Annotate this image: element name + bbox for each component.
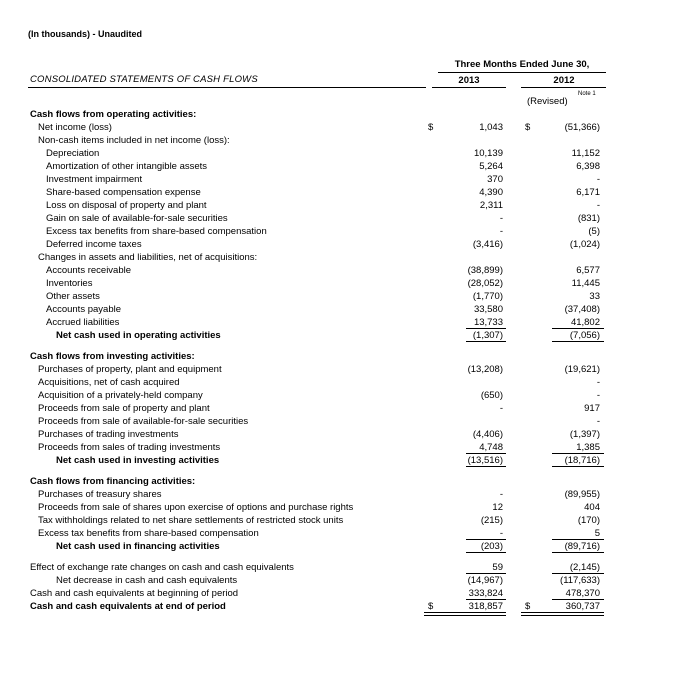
row-label: Accounts payable xyxy=(46,304,121,315)
row-label: Net decrease in cash and cash equivalents xyxy=(56,575,238,586)
value-2013: 2,311 xyxy=(479,200,503,211)
value-2013: 1,043 xyxy=(479,122,503,133)
value-2013: 333,824 xyxy=(468,588,503,599)
statement-title: CONSOLIDATED STATEMENTS OF CASH FLOWS xyxy=(30,74,258,85)
statement-row xyxy=(0,174,674,187)
row-label: Proceeds from sales of trading investments xyxy=(38,442,221,453)
row-label: Changes in assets and liabilities, net of acquisitions: xyxy=(38,252,258,263)
value-2013: 5,264 xyxy=(479,161,503,172)
value-2013: (215) xyxy=(480,515,503,526)
value-2012: (89,955) xyxy=(564,489,600,500)
value-2012: (37,408) xyxy=(564,304,600,315)
statement-row xyxy=(0,377,674,390)
value-2013: - xyxy=(499,403,503,414)
value-2013: (13,208) xyxy=(467,364,503,375)
statement-row xyxy=(0,109,674,122)
value-2013: (1,307) xyxy=(472,330,503,341)
value-2013: 59 xyxy=(492,562,503,573)
subtotal-rule-2013 xyxy=(466,466,506,467)
value-2012: (831) xyxy=(577,213,600,224)
value-2013: (14,967) xyxy=(467,575,503,586)
statement-row xyxy=(0,161,674,174)
value-2012: 360,737 xyxy=(565,601,600,612)
statement-row xyxy=(0,200,674,213)
statement-row xyxy=(0,429,674,442)
value-2012: (51,366) xyxy=(564,122,600,133)
value-2013: (4,406) xyxy=(472,429,503,440)
value-2013: 13,733 xyxy=(473,317,503,328)
statement-row xyxy=(0,330,674,343)
row-label: Cash and cash equivalents at end of period xyxy=(30,601,226,612)
statement-row xyxy=(0,489,674,502)
subtotal-rule-2013 xyxy=(466,539,506,540)
statement-row xyxy=(0,541,674,554)
value-2012: 41,802 xyxy=(570,317,600,328)
subtotal-rule-2012 xyxy=(552,466,604,467)
value-2013: (38,899) xyxy=(467,265,503,276)
subtotal-rule-2012 xyxy=(552,341,604,342)
row-label: Tax withholdings related to net share settlements of restricted stock units xyxy=(38,515,344,526)
value-2012: 5 xyxy=(594,528,600,539)
statement-row xyxy=(0,403,674,416)
value-2013: 318,857 xyxy=(468,601,503,612)
statement-row xyxy=(0,304,674,317)
row-label: Effect of exchange rate changes on cash and cash equivalents xyxy=(30,562,294,573)
value-2013: 370 xyxy=(487,174,503,185)
year-prior-header: 2012 xyxy=(553,75,575,86)
subtotal-rule-2012 xyxy=(552,328,604,329)
row-label: Proceeds from sale of shares upon exercise of options and purchase rights xyxy=(38,502,354,513)
statement-row xyxy=(0,364,674,377)
statement-row xyxy=(0,476,674,489)
value-2012: (1,024) xyxy=(569,239,600,250)
statement-row xyxy=(0,442,674,455)
value-2012: - xyxy=(596,377,600,388)
row-label: Non-cash items included in net income (loss): xyxy=(38,135,230,146)
value-2012: - xyxy=(596,174,600,185)
row-label: Depreciation xyxy=(46,148,100,159)
value-2013: (650) xyxy=(480,390,503,401)
row-label: Purchases of treasury shares xyxy=(38,489,162,500)
row-label: Purchases of property, plant and equipment xyxy=(38,364,222,375)
subtotal-rule-2013 xyxy=(466,453,506,454)
value-2012: - xyxy=(596,416,600,427)
statement-row xyxy=(0,515,674,528)
row-label: Amortization of other intangible assets xyxy=(46,161,208,172)
row-label: Net cash used in investing activities xyxy=(56,455,220,466)
value-2012: (117,633) xyxy=(560,575,600,586)
row-label: Cash flows from financing activities: xyxy=(30,476,196,487)
subtotal-rule-2012 xyxy=(552,539,604,540)
row-label: Acquisition of a privately-held company xyxy=(38,390,203,401)
row-label: Loss on disposal of property and plant xyxy=(46,200,207,211)
value-2013: 10,139 xyxy=(473,148,503,159)
value-2012: 11,445 xyxy=(571,278,600,289)
value-2012: (2,145) xyxy=(569,562,600,573)
statement-row xyxy=(0,588,674,601)
revised-note-ref: Note 1 xyxy=(578,91,596,97)
statement-row xyxy=(0,122,674,135)
dollar-sign-2013: $ xyxy=(428,122,434,133)
period-header: Three Months Ended June 30, xyxy=(454,59,590,70)
row-label: Net cash used in operating activities xyxy=(56,330,221,341)
value-2013: - xyxy=(499,226,503,237)
value-2012: - xyxy=(596,200,600,211)
statement-row xyxy=(0,601,674,614)
statement-row xyxy=(0,351,674,364)
row-label: Net cash used in financing activities xyxy=(56,541,220,552)
value-2012: 404 xyxy=(584,502,600,513)
subtotal-rule-2013 xyxy=(466,328,506,329)
subtotal-rule-2013 xyxy=(466,341,506,342)
value-2013: 12 xyxy=(492,502,503,513)
statement-row xyxy=(0,575,674,588)
statement-row xyxy=(0,390,674,403)
total-double-rule-2012 xyxy=(521,612,604,616)
statement-row xyxy=(0,213,674,226)
subtotal-rule-2013 xyxy=(466,573,506,574)
value-2012: (1,397) xyxy=(569,429,600,440)
value-2013: 4,748 xyxy=(479,442,503,453)
value-2012: (170) xyxy=(577,515,600,526)
value-2012: 6,171 xyxy=(576,187,600,198)
row-label: Other assets xyxy=(46,291,100,302)
value-2012: 478,370 xyxy=(565,588,600,599)
value-2012: 6,577 xyxy=(576,265,600,276)
statement-row xyxy=(0,291,674,304)
row-label: Gain on sale of available-for-sale securities xyxy=(46,213,228,224)
statement-row xyxy=(0,239,674,252)
subtotal-rule-2012 xyxy=(552,453,604,454)
year-current-header: 2013 xyxy=(458,75,480,86)
statement-row xyxy=(0,265,674,278)
value-2012: 33 xyxy=(589,291,600,302)
statement-row xyxy=(0,502,674,515)
value-2012: 917 xyxy=(584,403,600,414)
value-2012: - xyxy=(596,390,600,401)
subtotal-rule-2013 xyxy=(466,599,506,600)
statement-row xyxy=(0,135,674,148)
value-2013: 4,390 xyxy=(479,187,503,198)
row-label: Excess tax benefits from share-based compensation xyxy=(46,226,267,237)
subtotal-rule-2012 xyxy=(552,573,604,574)
row-label: Acquisitions, net of cash acquired xyxy=(38,377,180,388)
statement-row xyxy=(0,562,674,575)
row-label: Proceeds from sale of available-for-sale securities xyxy=(38,416,249,427)
statement-row xyxy=(0,528,674,541)
value-2013: (1,770) xyxy=(472,291,503,302)
value-2013: - xyxy=(499,489,503,500)
statement-row xyxy=(0,416,674,429)
subtotal-rule-2012 xyxy=(552,599,604,600)
value-2012: 1,385 xyxy=(576,442,600,453)
statement-row xyxy=(0,226,674,239)
row-label: Proceeds from sale of property and plant xyxy=(38,403,210,414)
revised-label: (Revised) xyxy=(527,96,568,107)
row-label: Accounts receivable xyxy=(46,265,132,276)
value-2012: 11,152 xyxy=(571,148,600,159)
row-label: Share-based compensation expense xyxy=(46,187,201,198)
subtotal-rule-2012 xyxy=(552,552,604,553)
row-label: Investment impairment xyxy=(46,174,143,185)
value-2013: (13,516) xyxy=(467,455,503,466)
dollar-sign-2012: $ xyxy=(525,601,531,612)
statement-row xyxy=(0,148,674,161)
value-2013: (28,052) xyxy=(467,278,503,289)
value-2012: 6,398 xyxy=(576,161,600,172)
value-2012: (18,716) xyxy=(564,455,600,466)
value-2013: - xyxy=(499,213,503,224)
dollar-sign-2013: $ xyxy=(428,601,434,612)
value-2012: (7,056) xyxy=(569,330,600,341)
value-2012: (5) xyxy=(588,226,600,237)
dollar-sign-2012: $ xyxy=(525,122,531,133)
row-label: Accrued liabilities xyxy=(46,317,120,328)
subtotal-rule-2013 xyxy=(466,552,506,553)
row-label: Cash flows from investing activities: xyxy=(30,351,195,362)
total-double-rule-2013 xyxy=(424,612,506,616)
row-label: Cash and cash equivalents at beginning of period xyxy=(30,588,239,599)
statement-row xyxy=(0,252,674,265)
value-2013: (203) xyxy=(480,541,503,552)
row-label: Cash flows from operating activities: xyxy=(30,109,197,120)
unaudited-note: (In thousands) - Unaudited xyxy=(28,29,142,39)
value-2013: 33,580 xyxy=(473,304,503,315)
row-label: Net income (loss) xyxy=(38,122,112,133)
row-label: Deferred income taxes xyxy=(46,239,142,250)
value-2013: (3,416) xyxy=(472,239,503,250)
row-label: Excess tax benefits from share-based compensation xyxy=(38,528,259,539)
value-2013: - xyxy=(499,528,503,539)
statement-row xyxy=(0,187,674,200)
value-2012: (89,716) xyxy=(564,541,600,552)
row-label: Purchases of trading investments xyxy=(38,429,179,440)
value-2012: (19,621) xyxy=(564,364,600,375)
statement-row xyxy=(0,317,674,330)
row-label: Inventories xyxy=(46,278,93,289)
statement-row xyxy=(0,278,674,291)
statement-row xyxy=(0,455,674,468)
